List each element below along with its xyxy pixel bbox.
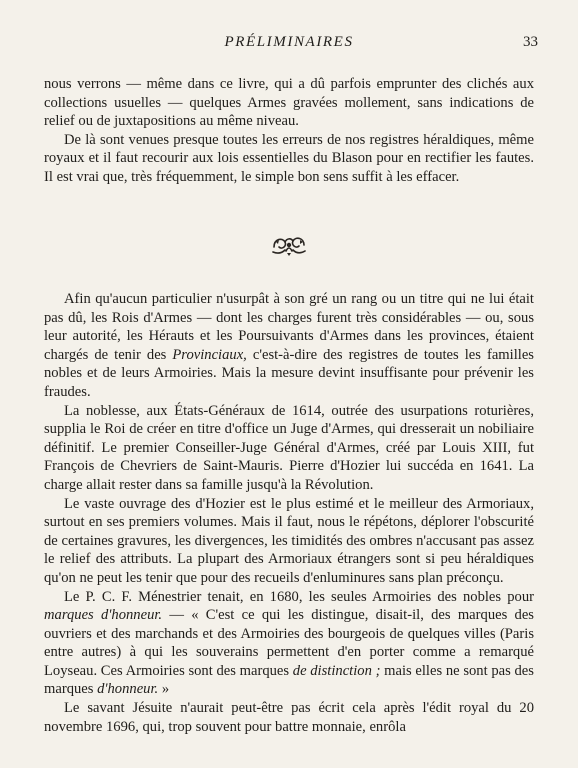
text-run: mais elles ne sont pas des marques [44, 662, 534, 698]
italic-run: de distinction ; [292, 662, 381, 679]
paragraph [44, 290, 534, 402]
paragraph: Le vaste ouvrage des d'Hozier est le plus estimé et le meilleur des Armoriaux, surtout en ses premiers volumes. Mais il faut, nous le répétons, déplorer l'obscurité de certaines gravures, les divergences, les timidités des ombres n'accusant pas assez le relief des attributs. La plupart des Armoriaux étrangers sont si peu héraldiques qu'on ne peut les tenir que pour des recueils d'enluminures sans plan préconçu. [44, 495, 534, 586]
text-block-main [44, 290, 534, 736]
paragraph: La noblesse, aux États-Généraux de 1614, outrée des usurpations roturières, supplia le Roi de créer en titre d'office un Juge d'Armes, qui dresserait un nobiliaire définitif. Le premier Conseiller-Juge Général d'Armes, créé par Louis XIII, fut François de Chevriers de Saint-Mauris. Pierre d'Hozier lui succéda en 1641. La charge allait rester dans sa famille jusqu'à la Révolution. [44, 402, 534, 493]
italic-run: d'honneur. [97, 681, 159, 698]
running-head: PRÉLIMINAIRES [224, 34, 354, 50]
text-run: Afin qu'aucun particulier n'usurpât à son gré un rang ou un titre qui ne lui était pas dû, les Rois d'Armes — dont les charges furent très considérables — ou, sous leur autorité, les Hérauts et les Poursuivants d'Armes dans les provinces, étaient chargés de tenir des [44, 291, 534, 363]
italic-run: Provinciaux, [172, 346, 247, 363]
text-run: Le P. C. F. Ménestrier tenait, en 1680, les seules Armoiries des nobles pour [64, 588, 534, 605]
paragraph [44, 588, 534, 700]
page-header [40, 34, 538, 56]
text-run: — « C'est ce qui les distingue, disait-il, des marques des ouvriers et des marchands et des Armoiries des bourgeois de quelques villes (Paris entre autres) à qui les souverains permettent d'en porter comme a remarqué Loyseau. Ces Armoiries sont des marques [44, 607, 534, 679]
text-run: » [158, 681, 170, 698]
text-block-top [44, 75, 534, 187]
fleuron-ornament-icon [270, 233, 308, 257]
paragraph: Le savant Jésuite n'aurait peut-être pas écrit cela après l'édit royal du 20 novembre 1696, qui, trop souvent pour battre monnaie, enrôla [44, 700, 534, 735]
text-run: c'est-à-dire des registres de toutes les familles nobles et de leurs Armoiries. Mais la mesure devint insuffisante pour prévenir les fraudes. [44, 346, 534, 400]
paragraph: nous verrons — même dans ce livre, qui a dû parfois emprunter des clichés aux collections usuelles — quelques Armes gravées mollement, sans indications de relief ou de juxtapositions au même niveau. [44, 76, 534, 130]
paragraph: De là sont venues presque toutes les erreurs de nos registres héraldiques, même royaux et il faut recourir aux lois essentielles du Blason pour en rectifier les fautes. Il est vrai que, très fréquemment, le simple bon sens suffit à les effacer. [44, 131, 534, 185]
italic-run: marques d'honneur. [44, 607, 163, 624]
page-number: 33 [523, 34, 538, 50]
